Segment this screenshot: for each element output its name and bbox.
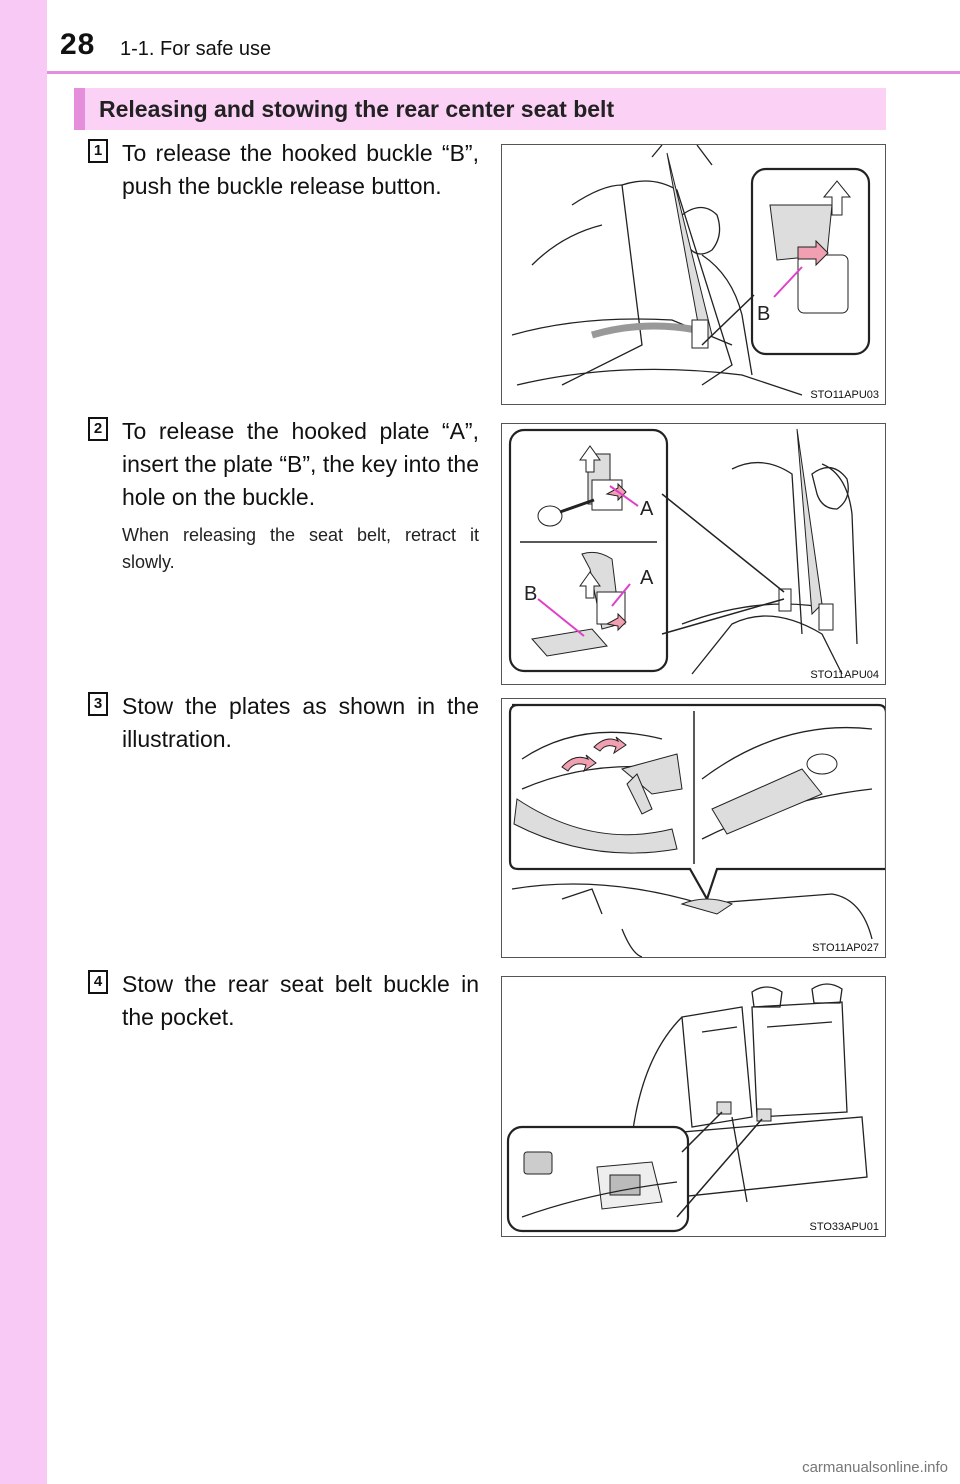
step-number-1: 1 [88, 139, 108, 163]
step-text-3: Stow the plates as shown in the illustration. [122, 693, 479, 752]
section-title: Releasing and stowing the rear center seat belt [99, 96, 615, 122]
illustration-stow-plates [502, 699, 886, 958]
callout-label-a-bottom: A [640, 567, 654, 589]
callout-label-b: B [757, 303, 771, 325]
figure-step-3 [501, 698, 886, 958]
callout-label-b: B [524, 583, 538, 605]
side-band [0, 0, 47, 1484]
illustration-stow-buckle [502, 977, 886, 1237]
header-rule [47, 71, 960, 74]
step-number-2: 2 [88, 417, 108, 441]
page-number: 28 [60, 28, 96, 61]
section-header [74, 88, 886, 130]
figure-code: STO11APU03 [810, 389, 879, 401]
callout-label-a-top: A [640, 498, 654, 520]
figure-step-4 [501, 976, 886, 1237]
step-note-2: When releasing the seat belt, retract it slowly. [122, 525, 479, 572]
figure-code: STO11APU04 [810, 669, 879, 681]
figure-step-2 [501, 423, 886, 685]
figure-code: STO11AP027 [812, 942, 879, 954]
step-number-4: 4 [88, 970, 108, 994]
illustration-release-plate [502, 424, 886, 685]
step-number-3: 3 [88, 692, 108, 716]
step-text-2: To release the hooked plate “A”, insert the plate “B”, the key into the hole on the buckle. [122, 418, 479, 510]
figure-code: STO33APU01 [809, 1221, 879, 1233]
chapter-title: 1-1. For safe use [120, 38, 272, 60]
step-text-4: Stow the rear seat belt buckle in the pocket. [122, 971, 479, 1030]
step-text-1: To release the hooked buckle “B”, push the buckle release button. [122, 140, 479, 199]
illustration-release-buckle [502, 145, 886, 405]
figure-step-1 [501, 144, 886, 405]
watermark-text: carmanualsonline.info [802, 1459, 948, 1476]
